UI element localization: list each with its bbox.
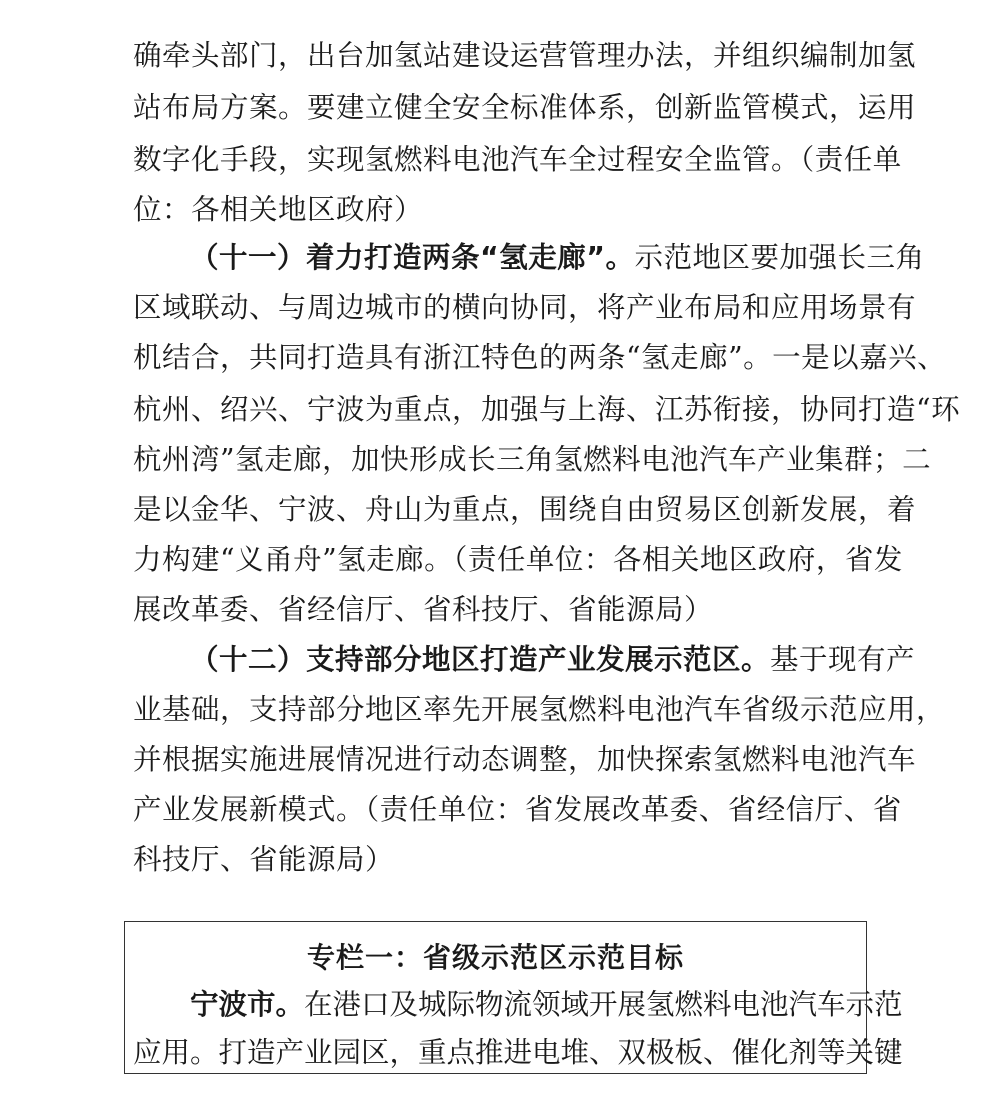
paragraph-1-line-4: 位：各相关地区政府）: [133, 193, 424, 226]
section-11-heading: （十一）着力打造两条“氢走廊”。: [190, 241, 635, 274]
paragraph-3-line-2: 业基础，支持部分地区率先开展氢燃料电池汽车省级示范应用，: [133, 693, 946, 726]
paragraph-2-line-1-rest: 示范地区要加强长三角: [634, 241, 925, 274]
paragraph-2-line-8: 展改革委、省经信厅、省科技厅、省能源局）: [133, 593, 714, 626]
paragraph-2-line-6: 是以金华、宁波、舟山为重点，围绕自由贸易区创新发展，着: [133, 493, 917, 526]
paragraph-3-line-1: [190, 634, 916, 686]
paragraph-2-line-4: 杭州、绍兴、宁波为重点，加强与上海、江苏衔接，协同打造“环: [133, 393, 961, 426]
paragraph-2-line-2: 区域联动、与周边城市的横向协同，将产业布局和应用场景有: [133, 291, 917, 324]
feature-box-title: 专栏一：省级示范区示范目标: [306, 941, 684, 974]
paragraph-3-line-5: 科技厅、省能源局）: [133, 843, 395, 876]
paragraph-3-line-1-rest: 基于现有产: [770, 643, 916, 676]
feature-box-line-1-rest: 在港口及城际物流领域开展氢燃料电池汽车示范: [304, 988, 903, 1021]
paragraph-1-line-1: 确牵头部门，出台加氢站建设运营管理办法，并组织编制加氢: [133, 39, 917, 72]
feature-box-line-2: 应用。打造产业园区，重点推进电堆、双极板、催化剂等关键: [133, 1036, 903, 1069]
paragraph-2-line-3: 机结合，共同打造具有浙江特色的两条“氢走廊”。一是以嘉兴、: [133, 341, 947, 374]
paragraph-3-line-4: 产业发展新模式。（责任单位：省发展改革委、省经信厅、省: [133, 793, 902, 826]
paragraph-2-line-7: 力构建“义甬舟”氢走廊。（责任单位：各相关地区政府，省发: [133, 543, 903, 576]
paragraph-2-line-5: 杭州湾”氢走廊，加快形成长三角氢燃料电池汽车产业集群；二: [133, 443, 932, 476]
paragraph-2-line-1: [190, 232, 925, 284]
feature-box-city: 宁波市。: [190, 988, 305, 1021]
paragraph-1-line-3: 数字化手段，实现氢燃料电池汽车全过程安全监管。（责任单: [133, 143, 902, 176]
section-12-heading: （十二）支持部分地区打造产业发展示范区。: [190, 643, 771, 676]
feature-box-line-1: [190, 980, 903, 1030]
paragraph-3-line-3: 并根据实施进展情况进行动态调整，加快探索氢燃料电池汽车: [133, 743, 917, 776]
paragraph-1-line-2: 站布局方案。要建立健全安全标准体系，创新监管模式，运用: [133, 91, 917, 124]
